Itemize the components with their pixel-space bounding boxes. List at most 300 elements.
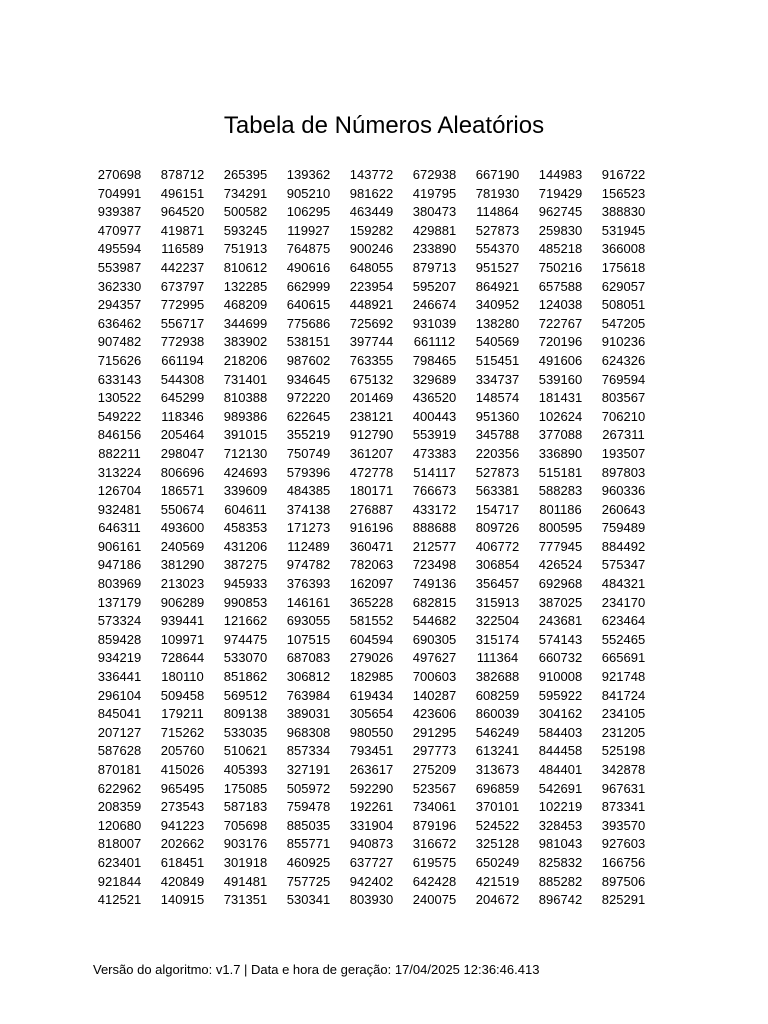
table-cell: 593245: [223, 222, 268, 238]
table-cell: 539160: [538, 371, 583, 387]
table-cell: 397744: [349, 334, 394, 350]
table-cell: 391015: [223, 427, 268, 443]
table-cell: 231205: [601, 724, 646, 740]
table-row: [88, 371, 655, 390]
table-cell: 673797: [160, 278, 205, 294]
table-cell: 712130: [223, 445, 268, 461]
table-cell: 912790: [349, 427, 394, 443]
table-row: [88, 501, 655, 520]
table-cell: 584403: [538, 724, 583, 740]
table-cell: 622645: [286, 408, 331, 424]
table-cell: 429881: [412, 222, 457, 238]
table-cell: 336441: [97, 669, 142, 685]
table-cell: 102219: [538, 799, 583, 815]
table-cell: 595207: [412, 278, 457, 294]
table-cell: 515181: [538, 464, 583, 480]
table-cell: 981622: [349, 185, 394, 201]
table-cell: 389031: [286, 706, 331, 722]
table-cell: 942402: [349, 873, 394, 889]
table-cell: 243681: [538, 613, 583, 629]
table-cell: 538151: [286, 334, 331, 350]
table-cell: 640615: [286, 297, 331, 313]
table-cell: 530341: [286, 892, 331, 908]
table-cell: 381290: [160, 557, 205, 573]
table-cell: 374138: [286, 501, 331, 517]
table-cell: 297773: [412, 743, 457, 759]
table-cell: 800595: [538, 520, 583, 536]
table-cell: 987602: [286, 352, 331, 368]
table-row: [88, 705, 655, 724]
table-cell: 315913: [475, 594, 520, 610]
table-cell: 276887: [349, 501, 394, 517]
table-cell: 260643: [601, 501, 646, 517]
table-row: [88, 259, 655, 278]
table-row: [88, 408, 655, 427]
table-cell: 470977: [97, 222, 142, 238]
table-cell: 960336: [601, 483, 646, 499]
table-cell: 903176: [223, 836, 268, 852]
table-cell: 140915: [160, 892, 205, 908]
table-cell: 490616: [286, 259, 331, 275]
table-cell: 118346: [161, 408, 204, 424]
table-cell: 579396: [286, 464, 331, 480]
table-cell: 192261: [349, 799, 394, 815]
table-cell: 193507: [601, 445, 646, 461]
table-cell: 533035: [223, 724, 268, 740]
table-cell: 344699: [223, 315, 268, 331]
table-cell: 764875: [286, 241, 331, 257]
table-cell: 533070: [223, 650, 268, 666]
table-cell: 763984: [286, 687, 331, 703]
table-cell: 546249: [475, 724, 520, 740]
table-cell: 660732: [538, 650, 583, 666]
table-cell: 175618: [601, 259, 646, 275]
table-cell: 719429: [538, 185, 583, 201]
table-cell: 704991: [97, 185, 142, 201]
table-cell: 722767: [538, 315, 583, 331]
table-row: [88, 519, 655, 538]
table-cell: 696859: [475, 780, 520, 796]
table-cell: 700603: [412, 669, 457, 685]
table-cell: 608259: [475, 687, 520, 703]
table-cell: 763355: [349, 352, 394, 368]
table-cell: 921844: [97, 873, 142, 889]
table-cell: 751913: [223, 241, 268, 257]
table-cell: 675132: [349, 371, 394, 387]
table-row: [88, 817, 655, 836]
table-cell: 220356: [475, 445, 520, 461]
table-row: [88, 296, 655, 315]
table-cell: 931039: [412, 315, 457, 331]
table-cell: 132285: [223, 278, 268, 294]
table-cell: 331904: [349, 817, 394, 833]
table-cell: 180110: [161, 669, 204, 685]
table-row: [88, 649, 655, 668]
table-cell: 181431: [538, 390, 583, 406]
table-cell: 116589: [161, 241, 204, 257]
table-row: [88, 445, 655, 464]
table-cell: 604594: [349, 631, 394, 647]
table-cell: 114864: [476, 204, 519, 220]
table-cell: 212577: [412, 538, 457, 554]
table-cell: 734061: [412, 799, 457, 815]
table-cell: 951360: [475, 408, 520, 424]
table-cell: 313673: [475, 762, 520, 777]
table-cell: 544308: [160, 371, 205, 387]
table-cell: 793451: [349, 743, 394, 759]
table-cell: 148574: [475, 390, 520, 406]
table-cell: 294357: [97, 297, 142, 313]
table-cell: 574143: [538, 631, 583, 647]
table-cell: 166756: [601, 854, 646, 870]
table-cell: 629057: [601, 278, 646, 294]
table-cell: 974782: [286, 557, 331, 573]
table-row: [88, 352, 655, 371]
table-row: [88, 668, 655, 687]
table-cell: 426524: [538, 557, 583, 573]
table-body: [88, 166, 655, 910]
table-cell: 766673: [412, 483, 457, 499]
table-cell: 273543: [160, 799, 205, 815]
table-cell: 636462: [97, 315, 142, 331]
table-cell: 383902: [223, 334, 268, 350]
table-cell: 340952: [475, 297, 520, 313]
table-row: [88, 761, 655, 780]
table-cell: 238121: [349, 408, 394, 424]
table-cell: 355219: [286, 427, 331, 443]
table-cell: 139362: [286, 167, 331, 182]
table-cell: 102624: [538, 408, 583, 424]
table-cell: 939387: [97, 204, 142, 220]
table-cell: 941223: [160, 817, 205, 833]
table-cell: 645299: [160, 390, 205, 406]
table-cell: 406772: [475, 538, 520, 554]
table-cell: 218206: [223, 352, 268, 368]
table-cell: 298047: [160, 445, 205, 461]
table-cell: 124038: [538, 297, 583, 313]
table-cell: 234105: [601, 706, 646, 722]
table-cell: 540569: [475, 334, 520, 350]
table-cell: 356457: [475, 576, 520, 592]
table-cell: 587183: [223, 799, 268, 815]
table-cell: 213023: [160, 576, 205, 592]
table-cell: 500582: [223, 204, 268, 220]
table-cell: 473383: [412, 445, 457, 461]
table-cell: 549222: [97, 408, 142, 424]
table-cell: 809138: [223, 706, 268, 722]
table-cell: 393570: [601, 817, 646, 833]
table-cell: 234170: [601, 594, 646, 610]
table-cell: 291295: [412, 724, 457, 740]
random-number-table: [88, 166, 655, 910]
table-cell: 380473: [412, 204, 457, 220]
table-cell: 916722: [601, 167, 646, 182]
table-cell: 604611: [224, 501, 267, 517]
table-cell: 723498: [412, 557, 457, 573]
table-cell: 316672: [412, 836, 457, 852]
table-cell: 772995: [160, 297, 205, 313]
table-row: [88, 687, 655, 706]
table-cell: 972220: [286, 390, 331, 406]
table-row: [88, 575, 655, 594]
table-cell: 523567: [412, 780, 457, 796]
table-cell: 423606: [412, 706, 457, 722]
table-cell: 137179: [97, 594, 142, 610]
table-cell: 989386: [223, 408, 268, 424]
table-cell: 648055: [349, 259, 394, 275]
table-cell: 112489: [287, 538, 330, 554]
table-cell: 810612: [223, 259, 268, 275]
table-cell: 484385: [286, 483, 331, 499]
table-cell: 624326: [601, 352, 646, 368]
table-cell: 510621: [223, 743, 268, 759]
table-cell: 897506: [601, 873, 646, 889]
table-cell: 906161: [97, 538, 142, 554]
table-cell: 860039: [475, 706, 520, 722]
table-cell: 725692: [349, 315, 394, 331]
table-cell: 484401: [538, 762, 583, 777]
table-row: [88, 464, 655, 483]
table-cell: 306812: [286, 669, 331, 685]
table-cell: 415026: [160, 762, 205, 777]
table-cell: 159282: [349, 222, 394, 238]
table-cell: 750216: [538, 259, 583, 275]
table-cell: 201469: [349, 390, 394, 406]
table-cell: 119927: [287, 222, 330, 238]
table-cell: 279026: [349, 650, 394, 666]
table-cell: 879713: [412, 259, 457, 275]
table-cell: 524522: [475, 817, 520, 833]
table-cell: 405393: [223, 762, 268, 777]
table-cell: 907482: [97, 334, 142, 350]
table-cell: 715262: [160, 724, 205, 740]
table-row: [88, 724, 655, 743]
table-cell: 263617: [349, 762, 394, 777]
table-cell: 322504: [475, 613, 520, 629]
table-cell: 967631: [601, 780, 646, 796]
table-cell: 841724: [601, 687, 646, 703]
table-cell: 844458: [538, 743, 583, 759]
table-cell: 927603: [601, 836, 646, 852]
table-cell: 366008: [601, 241, 646, 257]
table-cell: 365228: [349, 594, 394, 610]
table-cell: 146161: [286, 594, 331, 610]
table-cell: 870181: [97, 762, 142, 777]
table-cell: 370101: [475, 799, 520, 815]
table-cell: 493600: [160, 520, 205, 536]
table-cell: 940873: [349, 836, 394, 852]
table-row: [88, 780, 655, 799]
table-cell: 809726: [475, 520, 520, 536]
table-cell: 204672: [475, 892, 520, 908]
table-cell: 781930: [475, 185, 520, 201]
table-cell: 246674: [412, 297, 457, 313]
table-row: [88, 854, 655, 873]
table-cell: 782063: [349, 557, 394, 573]
table-cell: 618451: [160, 854, 205, 870]
table-row: [88, 594, 655, 613]
table-cell: 646311: [98, 520, 141, 536]
table-cell: 731401: [223, 371, 268, 387]
table-cell: 491481: [223, 873, 268, 889]
table-cell: 484321: [601, 576, 646, 592]
table-cell: 342878: [601, 762, 646, 777]
table-cell: 111364: [476, 650, 519, 666]
table-cell: 981043: [538, 836, 583, 852]
table-cell: 205464: [160, 427, 205, 443]
table-cell: 419871: [160, 222, 205, 238]
table-cell: 556717: [160, 315, 205, 331]
table-cell: 336890: [538, 445, 583, 461]
table-cell: 485218: [538, 241, 583, 257]
table-cell: 223954: [349, 278, 394, 294]
table-cell: 595922: [538, 687, 583, 703]
table-row: [88, 538, 655, 557]
table-cell: 509458: [160, 687, 205, 703]
table-cell: 846156: [97, 427, 142, 443]
table-cell: 527873: [475, 222, 520, 238]
table-cell: 642428: [412, 873, 457, 889]
table-cell: 757725: [286, 873, 331, 889]
footer-generation-info: Versão do algoritmo: v1.7 | Data e hora de geração: 17/04/2025 12:36:46.413: [93, 962, 540, 977]
table-cell: 463449: [349, 204, 394, 220]
table-row: [88, 203, 655, 222]
table-cell: 772938: [160, 334, 205, 350]
table-cell: 296104: [97, 687, 142, 703]
table-row: [88, 798, 655, 817]
table-cell: 233890: [412, 241, 457, 257]
table-cell: 202662: [160, 836, 205, 852]
table-cell: 240569: [160, 538, 205, 554]
table-cell: 525198: [601, 743, 646, 759]
table-row: [88, 631, 655, 650]
table-cell: 377088: [538, 427, 583, 443]
table-cell: 749136: [412, 576, 457, 592]
table-cell: 121662: [223, 613, 268, 629]
table-cell: 460925: [286, 854, 331, 870]
table-cell: 951527: [475, 259, 520, 275]
table-cell: 885035: [286, 817, 331, 833]
table-row: [88, 873, 655, 892]
table-cell: 259830: [538, 222, 583, 238]
table-cell: 154717: [475, 501, 520, 517]
table-cell: 818007: [97, 836, 142, 852]
table-cell: 934645: [286, 371, 331, 387]
table-cell: 553987: [97, 259, 142, 275]
table-cell: 857334: [286, 743, 331, 759]
table-cell: 777945: [538, 538, 583, 554]
table-cell: 980550: [349, 724, 394, 740]
table-cell: 693055: [286, 613, 331, 629]
table-cell: 138280: [475, 315, 520, 331]
table-row: [88, 835, 655, 854]
table-cell: 505972: [286, 780, 331, 796]
table-cell: 947186: [97, 557, 142, 573]
table-cell: 900246: [349, 241, 394, 257]
table-cell: 205760: [160, 743, 205, 759]
table-cell: 661112: [413, 334, 456, 350]
table-cell: 508051: [601, 297, 646, 313]
table-cell: 806696: [160, 464, 205, 480]
table-cell: 750749: [286, 445, 331, 461]
table-cell: 531945: [601, 222, 646, 238]
table-cell: 491606: [538, 352, 583, 368]
table-cell: 109971: [160, 631, 205, 647]
table-cell: 306854: [475, 557, 520, 573]
table-cell: 412521: [97, 892, 142, 908]
table-cell: 162097: [349, 576, 394, 592]
table-row: [88, 185, 655, 204]
table-cell: 270698: [97, 167, 142, 182]
table-cell: 458353: [223, 520, 268, 536]
table-cell: 990853: [223, 594, 268, 610]
table-cell: 798465: [412, 352, 457, 368]
table-cell: 855771: [286, 836, 331, 852]
table-cell: 613241: [475, 743, 520, 759]
table-cell: 939441: [160, 613, 205, 629]
table-cell: 588283: [538, 483, 583, 499]
table-cell: 240075: [412, 892, 457, 908]
table-cell: 267311: [602, 427, 645, 443]
table-cell: 573324: [97, 613, 142, 629]
table-cell: 878712: [160, 167, 205, 182]
table-cell: 143772: [349, 167, 394, 182]
table-cell: 884492: [601, 538, 646, 554]
table-cell: 845041: [97, 706, 142, 722]
table-cell: 495594: [97, 241, 142, 257]
table-cell: 496151: [160, 185, 205, 201]
table-cell: 433172: [412, 501, 457, 517]
table-cell: 325128: [475, 836, 520, 852]
table-cell: 442237: [160, 259, 205, 275]
table-cell: 563381: [475, 483, 520, 499]
table-cell: 622962: [97, 780, 142, 796]
table-cell: 514117: [413, 464, 456, 480]
table-cell: 906289: [160, 594, 205, 610]
table-cell: 964520: [160, 204, 205, 220]
table-cell: 468209: [223, 297, 268, 313]
table-cell: 275209: [412, 762, 457, 777]
table-row: [88, 222, 655, 241]
table-cell: 313224: [97, 464, 142, 480]
table-cell: 825832: [538, 854, 583, 870]
table-cell: 672938: [412, 167, 457, 182]
table-row: [88, 612, 655, 631]
table-cell: 623401: [97, 854, 142, 870]
table-cell: 803567: [601, 390, 646, 406]
table-cell: 657588: [538, 278, 583, 294]
table-cell: 665691: [601, 650, 646, 666]
table-cell: 208359: [97, 799, 142, 815]
table-cell: 974475: [223, 631, 268, 647]
table-cell: 897803: [601, 464, 646, 480]
table-cell: 945933: [223, 576, 268, 592]
table-cell: 965495: [160, 780, 205, 796]
table-cell: 734291: [223, 185, 268, 201]
table-cell: 387025: [538, 594, 583, 610]
table-row: [88, 891, 655, 910]
table-cell: 682815: [412, 594, 457, 610]
table-cell: 179211: [161, 706, 204, 722]
table-cell: 810388: [223, 390, 268, 406]
table-cell: 633143: [97, 371, 142, 387]
table-cell: 361207: [349, 445, 394, 461]
table-cell: 329689: [412, 371, 457, 387]
table-cell: 130522: [97, 390, 142, 406]
table-cell: 554370: [475, 241, 520, 257]
table-cell: 859428: [97, 631, 142, 647]
table-cell: 769594: [601, 371, 646, 387]
